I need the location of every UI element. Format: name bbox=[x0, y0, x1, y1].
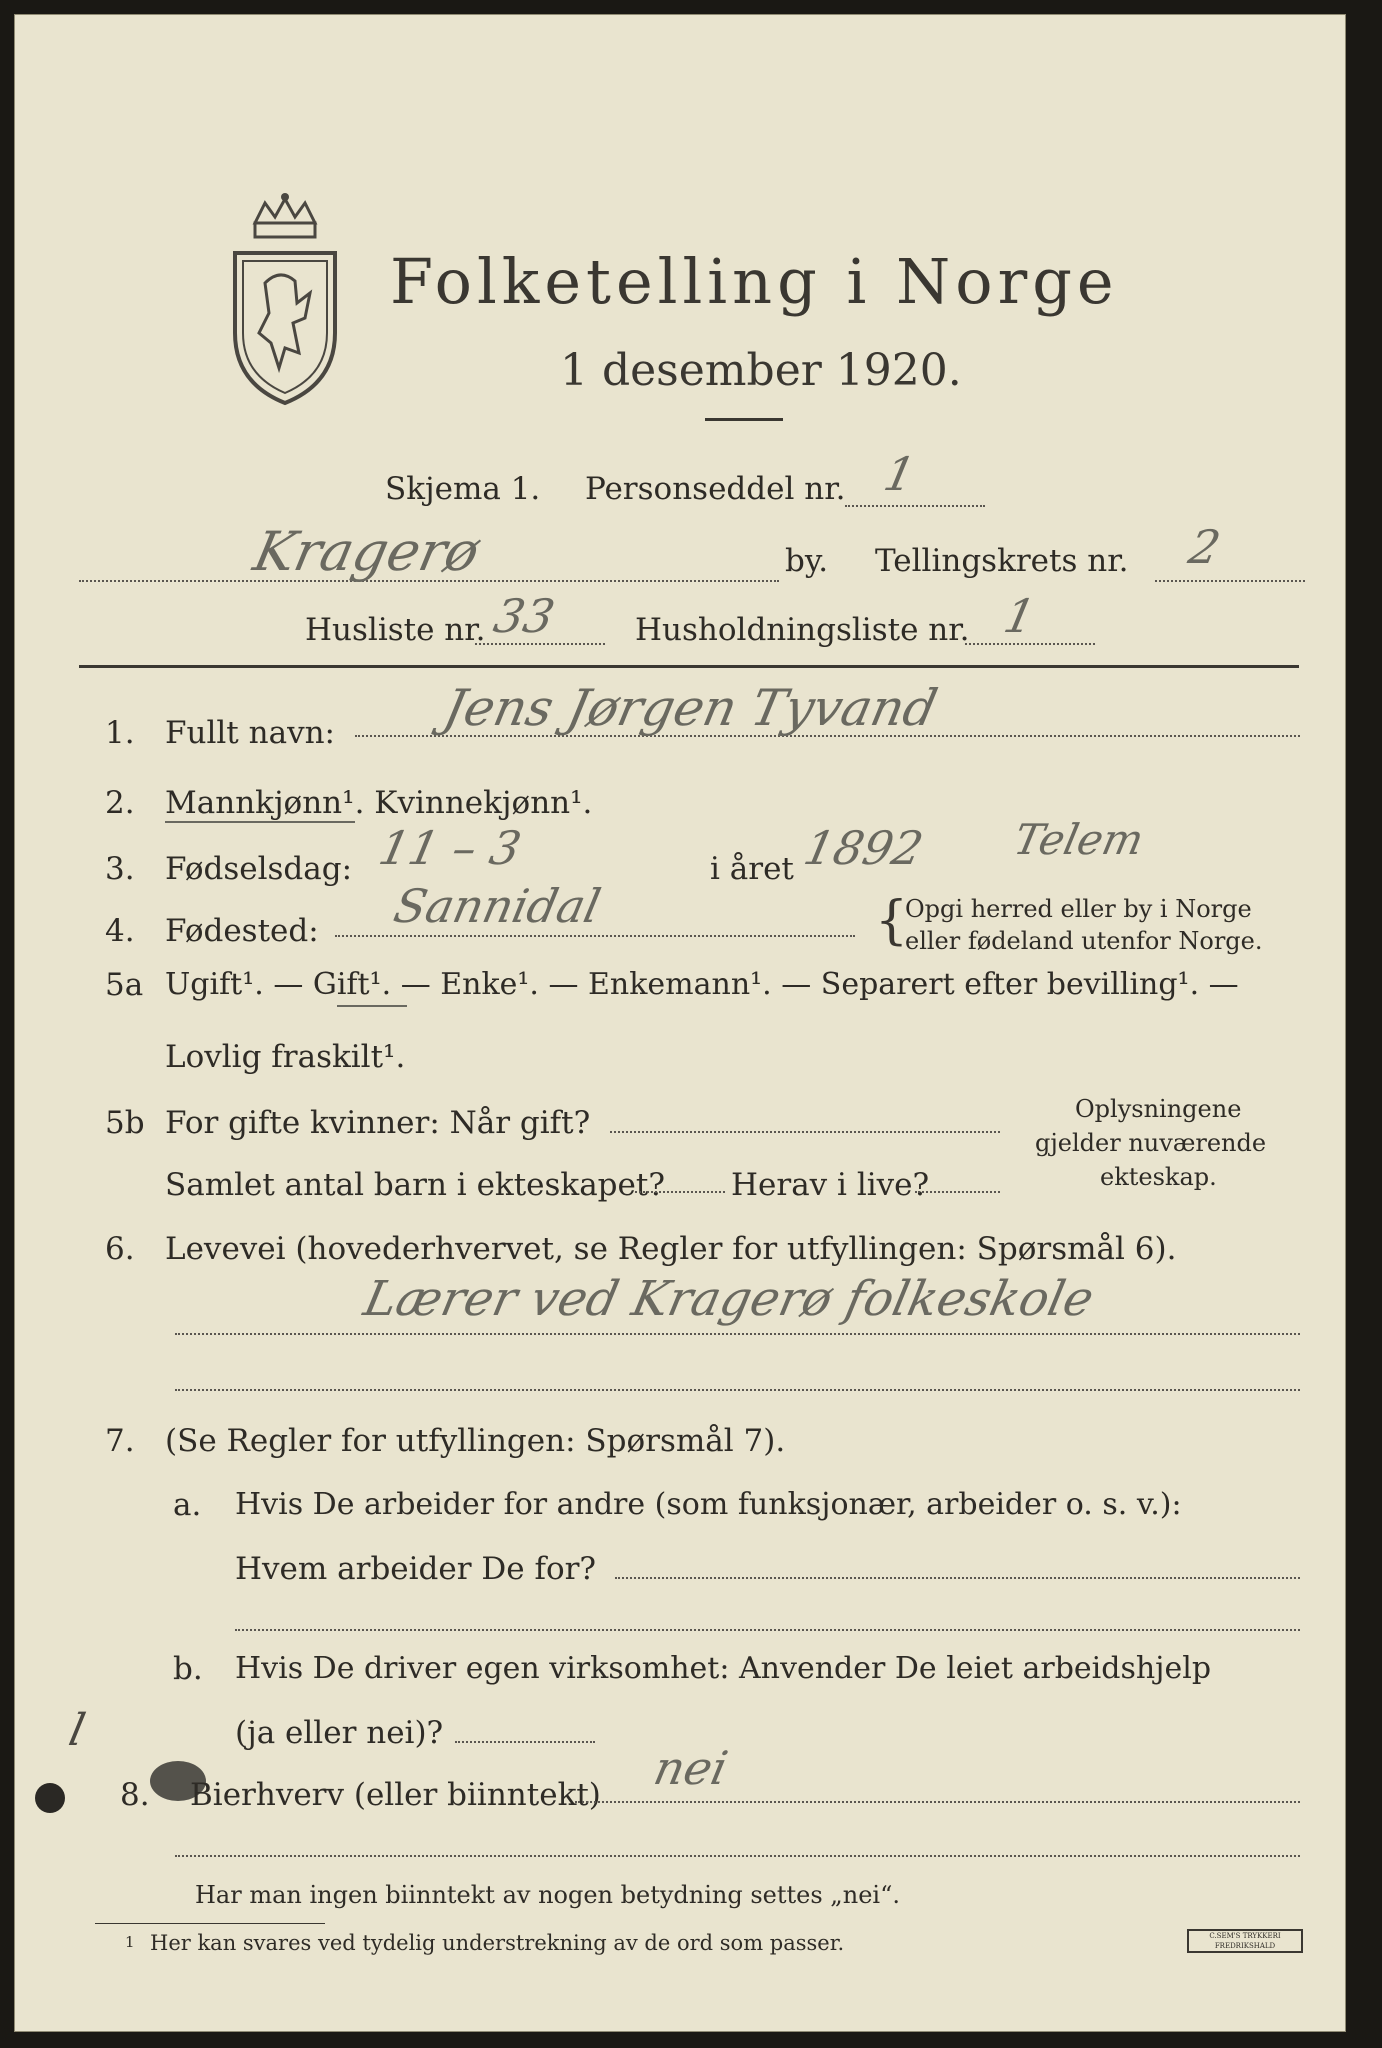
year-label: i året bbox=[710, 851, 794, 887]
footnote-number: 1 bbox=[125, 1933, 135, 1951]
personseddel-label: Personseddel nr. bbox=[585, 471, 846, 507]
q2-number: 2. bbox=[105, 785, 135, 821]
printer-stamp: C.SEM'S TRYKKERI FREDRIKSHALD bbox=[1187, 1929, 1303, 1953]
footnote-rule bbox=[95, 1923, 325, 1924]
husliste-value[interactable]: 33 bbox=[489, 589, 560, 643]
birthplace-note-1: Opgi herred eller by i Norge bbox=[905, 895, 1252, 923]
q7-number: 7. bbox=[105, 1423, 135, 1459]
q7b-letter: b. bbox=[173, 1651, 203, 1687]
q5b-label3: Herav i live? bbox=[731, 1167, 930, 1203]
q1-number: 1. bbox=[105, 715, 135, 751]
birthplace-value[interactable]: Sannidal bbox=[389, 879, 606, 933]
q4-label: Fødested: bbox=[165, 913, 319, 949]
margin-mark: l bbox=[64, 1705, 90, 1756]
header-rule bbox=[79, 665, 1299, 668]
q6-number: 6. bbox=[105, 1231, 135, 1267]
footnote-text: Her kan svares ved tydelig understrekning av de ord som passer. bbox=[150, 1931, 845, 1955]
q5b-number: 5b bbox=[105, 1105, 145, 1141]
tellingskrets-label: Tellingskrets nr. bbox=[875, 543, 1129, 579]
husholdning-value[interactable]: 1 bbox=[999, 589, 1041, 643]
ink-blot bbox=[35, 1783, 65, 1813]
skjema-label: Skjema 1. bbox=[385, 471, 541, 507]
q3-label: Fødselsdag: bbox=[165, 851, 353, 887]
personseddel-value[interactable]: 1 bbox=[879, 447, 921, 501]
q5b-label2: Samlet antal barn i ekteskapet? bbox=[165, 1167, 665, 1203]
marriage-note-1: Oplysningene bbox=[1075, 1095, 1242, 1123]
marriage-note-3: ekteskap. bbox=[1100, 1163, 1217, 1191]
mannkjonn-underline bbox=[165, 821, 355, 823]
q8-number: 8. bbox=[120, 1777, 150, 1813]
birth-year-value[interactable]: 1892 bbox=[799, 821, 928, 875]
city-value[interactable]: Kragerø bbox=[248, 520, 485, 583]
husholdning-label: Husholdningsliste nr. bbox=[635, 612, 970, 648]
birthplace-note-2: eller fødeland utenfor Norge. bbox=[905, 927, 1263, 955]
q7a-line1: Hvis De arbeider for andre (som funksjonær, arbeider o. s. v.): bbox=[235, 1487, 1182, 1522]
q1-label: Fullt navn: bbox=[165, 715, 335, 751]
q7-label: (Se Regler for utfyllingen: Spørsmål 7). bbox=[165, 1423, 786, 1459]
q6-label: Levevei (hovederhvervet, se Regler for utfyllingen: Spørsmål 6). bbox=[165, 1231, 1177, 1267]
husliste-label: Husliste nr. bbox=[305, 612, 486, 648]
q5a-line2: Lovlig fraskilt¹. bbox=[165, 1039, 406, 1075]
tellingskrets-value[interactable]: 2 bbox=[1184, 520, 1226, 574]
footer-note: Har man ingen biinntekt av nogen betydning settes „nei“. bbox=[195, 1881, 900, 1909]
occupation-value[interactable]: Lærer ved Kragerø folkeskole bbox=[359, 1271, 1099, 1327]
q7a-letter: a. bbox=[173, 1487, 202, 1523]
birthday-value[interactable]: 11 – 3 bbox=[374, 821, 526, 875]
title-divider bbox=[705, 418, 783, 421]
q2-label: Mannkjønn¹. Kvinnekjønn¹. bbox=[165, 785, 593, 821]
q5b-label1: For gifte kvinner: Når gift? bbox=[165, 1105, 591, 1141]
gift-underline bbox=[337, 1005, 407, 1007]
census-date: 1 desember 1920. bbox=[560, 345, 962, 396]
q4-number: 4. bbox=[105, 913, 135, 949]
full-name-value[interactable]: Jens Jørgen Tyvand bbox=[438, 679, 943, 737]
form-title: Folketelling i Norge bbox=[390, 245, 1119, 318]
side-income-value[interactable]: nei bbox=[649, 1741, 733, 1795]
q8-label: Bierhverv (eller biinntekt) bbox=[190, 1777, 601, 1813]
q7a-line2: Hvem arbeider De for? bbox=[235, 1551, 597, 1587]
census-form bbox=[14, 14, 1346, 2032]
q5a-line1: Ugift¹. — Gift¹. — Enke¹. — Enkemann¹. — Separert efter bevilling¹. — bbox=[165, 967, 1239, 1002]
by-label: by. bbox=[785, 543, 829, 579]
birth-extra-value: Telem bbox=[1009, 815, 1148, 864]
marriage-note-2: gjelder nuværende bbox=[1035, 1129, 1267, 1157]
q3-number: 3. bbox=[105, 851, 135, 887]
note-brace: { bbox=[875, 891, 909, 951]
q7b-line1: Hvis De driver egen virksomhet: Anvender De leiet arbeidshjelp bbox=[235, 1651, 1212, 1686]
q5a-number: 5a bbox=[105, 967, 144, 1003]
coat-of-arms-icon bbox=[225, 193, 345, 413]
q7b-line2: (ja eller nei)? bbox=[235, 1715, 444, 1751]
